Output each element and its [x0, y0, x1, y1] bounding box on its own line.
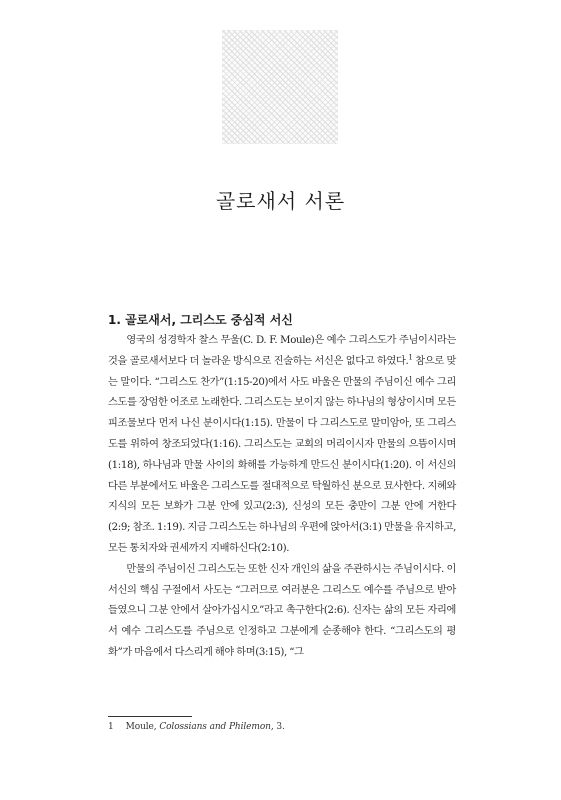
paragraph-1-text-a: 영국의 성경학자 찰스 무울(C. D. F. Moule)은 예수 그리스도가 주님이시라는 것을 골로새서보다 더 놀라운 방식으로 진술하는 서신은 없다고 하였다.: [108, 335, 456, 367]
paragraph-1-text-b: 참으로 맞는 말이다. “그리스도 찬가”(1:15-20)에서 사도 바울은 만물의 주님이신 예수 그리스도를 장엄한 어조로 노래한다. 그리스도는 보이지 않는 하나님의 형상이시며 모든 피조물보다 먼저 나신 분이시다(1:15). 만물이 다 그리스도로 말미암아, 또 그리스도를 위하여 창조되었다(1:16). 그리스도는 교회의 머리이시자 만물의 으뜸이시며(1:18), 하나님과 만물 사이의 화해를 가능하게 만드신 분이시다(1:20). 이 서신의 다른 부분에서도 바울은 그리스도를 절대적으로 탁월하신 분으로 묘사한다. 지혜와 지식의 모든 보화가 그분 안에 있고(2:3), 신성의 모든 충만이 그분 안에 거한다(2:9; 참조. 1:19). 지금 그리스도는 하나님의 우편에 앉아서(3:1) 만물을 유지하고, 모든 통치자와 권세까지 지배하신다(2:10).: [108, 355, 456, 554]
footnote-book-title: Colossians and Philemon: [159, 722, 271, 732]
footnote-author: Moule,: [125, 722, 160, 732]
chapter-ornament: [222, 30, 338, 144]
section-heading: 1. 골로새서, 그리스도 중심적 서신: [108, 313, 293, 327]
footnote-marker[interactable]: 1: [408, 353, 413, 362]
chapter-title: 골로새서 서론: [215, 189, 346, 214]
paragraph-2: 만물의 주님이신 그리스도는 또한 신자 개인의 삶을 주관하시는 주님이시다. 이 서신의 핵심 구절에서 사도는 “그러므로 여러분은 그리스도 예수를 주님으로 받아들였으니 그분 안에서 살아가십시오”라고 촉구한다(2:6). 신자는 삶의 모든 자리에서 예수 그리스도를 주님으로 인정하고 그분에게 순종해야 한다. “그리스도의 평화”가 마음에서 다스리게 해야 하며(3:15), “그: [108, 563, 456, 658]
paragraph-1: [108, 331, 456, 560]
footnote-divider: [108, 716, 192, 717]
footnote-number: 1: [108, 722, 114, 732]
footnote: [108, 722, 285, 732]
footnote-page: , 3.: [270, 722, 285, 732]
body-text: [108, 331, 456, 664]
